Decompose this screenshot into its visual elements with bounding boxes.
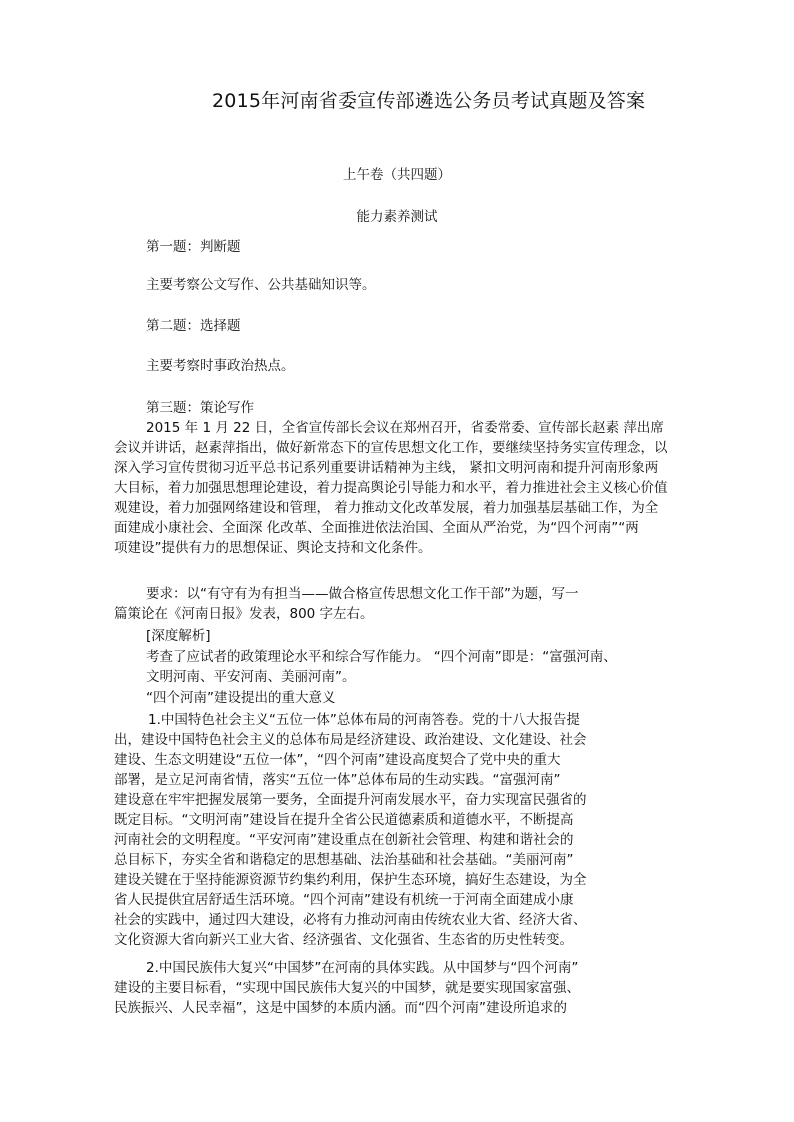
paragraph-line: 面建成小康社会、全面深 化改革、全面推进依法治国、全面从严治党，为“四个河南”“两 [114,520,639,536]
point1-line: 省人民提供宜居舒适生活环境。“四个河南”建设有机统一于河南全面建成小康 [114,892,574,908]
document-title: 2015年河南省委宣传部遴选公务员考试真题及答案 [212,90,646,112]
point1-line: 部署，是立足河南省情，落实“五位一体”总体布局的生动实践。“富强河南” [114,772,561,788]
significance-heading: “四个河南”建设提出的重大意义 [146,690,336,706]
point1-line: 总目标下，夯实全省和谐稳定的思想基础、法治基础和社会基础。“美丽河南” [114,852,574,868]
point2-paragraph [114,958,580,1018]
point1-line: 既定目标。“文明河南”建设旨在提升全省公民道德素质和道德水平，不断提高 [114,812,574,828]
analysis-line: 文明河南、平安河南、美丽河南”。 [146,669,356,685]
essay-requirement [114,584,579,624]
question1-body: 主要考察公文写作、公共基础知识等。 [146,277,376,293]
point1-paragraph [114,710,587,950]
exam-part-subtitle: 上午卷（共四题） [343,167,451,183]
point1-line: 河南社会的文明程度。“平安河南”建设重点在创新社会管理、构建和谐社会的 [114,832,574,848]
point1-line: 出，建设中国特色社会主义的总体布局是经济建设、政治建设、文化建设、社会 [114,732,587,748]
paragraph-line: 观建设，着力加强网络建设和管理， 着力推动文化改革发展，着力加强基层基础工作，为全 [114,500,659,516]
analysis-heading: [深度解析] [146,628,211,644]
point1-line: 建设关键在于坚持能源资源节约集约利用，保护生态环境，搞好生态建设，为全 [114,872,587,888]
exam-section-subtitle: 能力素养测试 [356,209,438,225]
point1-line: 1.中国特色社会主义“五位一体”总体布局的河南答卷。党的十八大报告提 [148,712,580,728]
question3-heading: 第三题：策论写作 [146,400,254,416]
point2-line: 2.中国民族伟大复兴“中国梦”在河南的具体实践。从中国梦与“四个河南” [146,960,579,976]
point1-line: 社会的实践中，通过四大建设，必将有力推动河南由传统农业大省、经济大省、 [114,912,587,928]
question1-heading: 第一题：判断题 [146,239,241,255]
point2-line: 建设的主要目标看，“实现中国民族伟大复兴的中国梦，就是要实现国家富强、 [114,980,580,996]
point1-line: 建设意在牢牢把握发展第一要务，全面提升河南发展水平，奋力实现富民强省的 [114,792,587,808]
point2-line: 民族振兴、人民幸福”，这是中国梦的本质内涵。而“四个河南”建设所追求的 [114,1000,567,1016]
analysis-intro [146,647,617,687]
paragraph-line: 项建设”提供有力的思想保证、舆论支持和文化条件。 [114,540,432,556]
point1-line: 建设、生态文明建设“五位一体”，“四个河南”建设高度契合了党中央的重大 [114,752,561,768]
requirement-line: 要求：以“有守有为有担当——做合格宣传思想文化工作干部”为题，写一 [146,586,579,602]
paragraph-line: 大目标，着力加强思想理论建设，着力提高舆论引导能力和水平，着力推进社会主义核心价值 [114,480,668,496]
question2-body: 主要考察时事政治热点。 [146,358,295,374]
paragraph-line: 深入学习宣传贯彻习近平总书记系列重要讲话精神为主线， 紧扣文明河南和提升河南形象两 [114,460,659,476]
paragraph-line: 2015 年 1 月 22 日，全省宣传部长会议在郑州召开，省委常委、宣传部长赵素 萍出席 [146,420,664,436]
requirement-line: 篇策论在《河南日报》发表，800 字左右。 [114,606,374,622]
question3-paragraph [114,418,668,558]
point1-line: 文化资源大省向新兴工业大省、经济强省、文化强省、生态省的历史性转变。 [114,932,573,948]
analysis-line: 考查了应试者的政策理论水平和综合写作能力。 “四个河南”即是：“富强河南、 [146,649,617,665]
question2-heading: 第二题：选择题 [146,318,241,334]
paragraph-line: 会议并讲话，赵素萍指出，做好新常态下的宣传思想文化工作，要继续坚持务实宣传理念，以 [114,440,668,456]
